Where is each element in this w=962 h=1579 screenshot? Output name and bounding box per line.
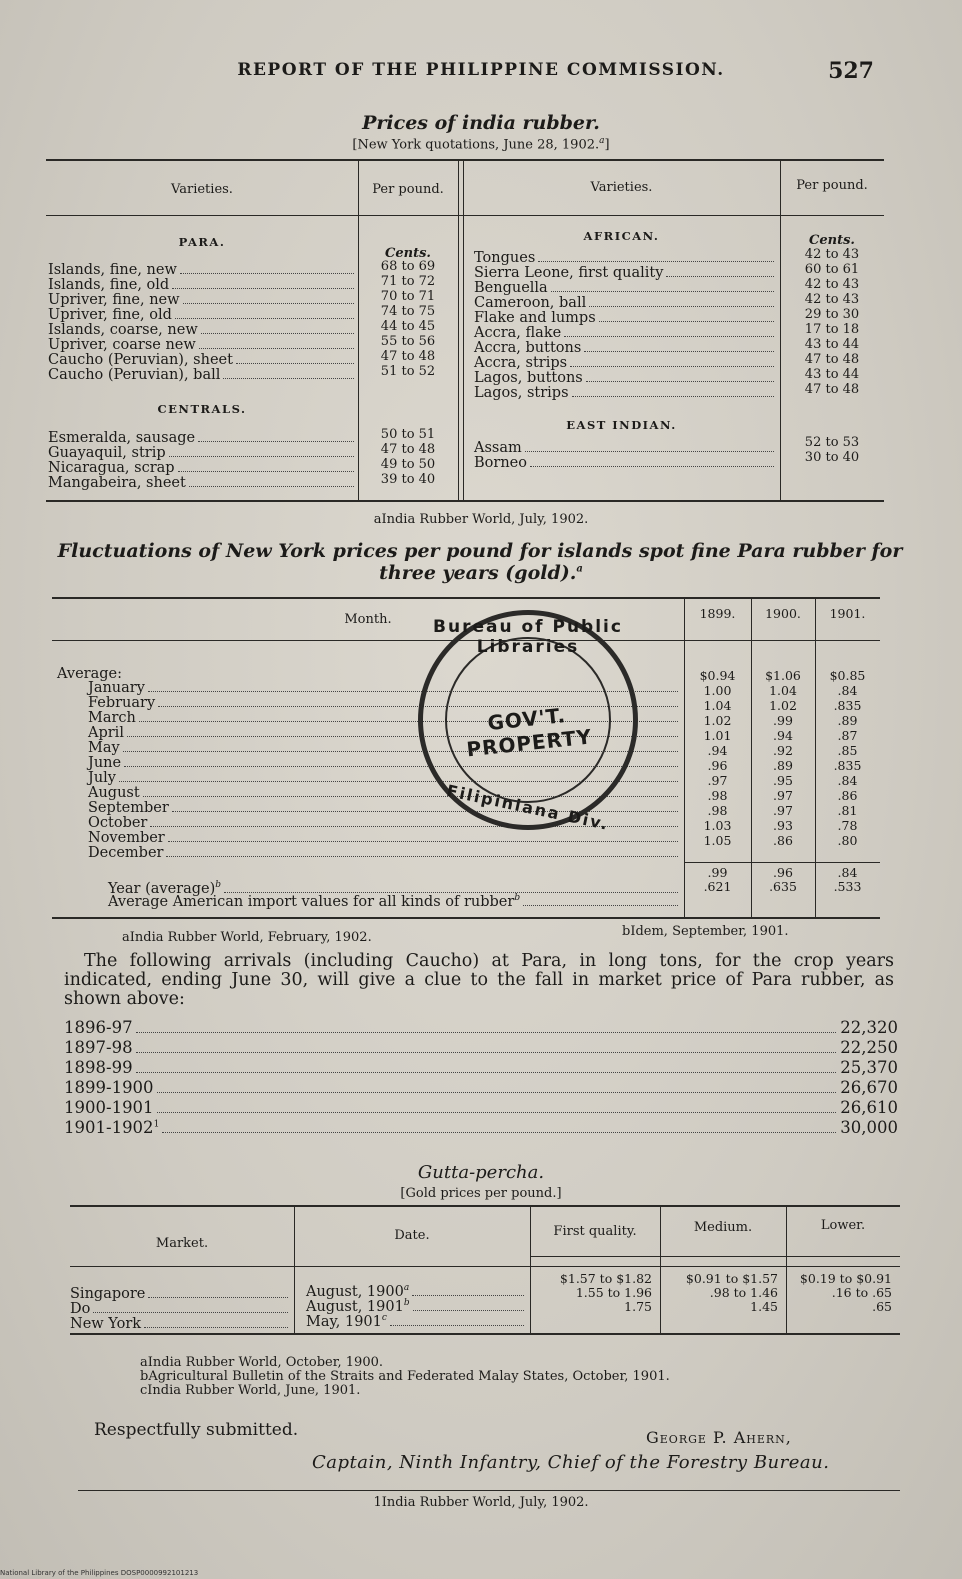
month-row-label: August (88, 785, 140, 801)
para-variety (48, 278, 358, 293)
african-variety (474, 266, 778, 281)
t3-footnote: cIndia Rubber World, June, 1901. (140, 1383, 361, 1398)
arrival-tons: 25,370 (840, 1058, 898, 1077)
para-prices (358, 259, 458, 379)
price-cell: .97 (773, 788, 793, 803)
african-variety-label: Accra, flake (474, 325, 562, 341)
arrival-tons: 22,250 (840, 1038, 898, 1057)
price-cell: .86 (837, 788, 858, 803)
price-cell: .85 (837, 743, 858, 758)
price-cell: 1.04 (769, 683, 797, 698)
import-values-label-text: Average American import values for all kinds of rubber (108, 893, 515, 910)
para-variety (48, 353, 358, 368)
central-variety-label: Esmeralda, sausage (48, 430, 196, 446)
table2-title-line2-text: three years (gold). (379, 562, 577, 584)
t3-market-label: New York (70, 1316, 142, 1332)
african-price: 42 to 43 (804, 277, 860, 292)
arrival-year-text: 1898-99 (64, 1058, 133, 1077)
t3-col-medium: Medium. (693, 1220, 753, 1235)
arrival-year (64, 1038, 133, 1057)
month-row-label: January (88, 680, 145, 696)
import-values-row (108, 893, 682, 910)
arrival-row (64, 1058, 898, 1078)
price-cell: .97 (707, 773, 728, 788)
east-indian-variety (474, 441, 778, 456)
month-values (684, 668, 880, 848)
arrivals-list (64, 1018, 898, 1138)
month-values-row (684, 728, 880, 743)
arrival-row (64, 1018, 898, 1038)
t3-date-note: a (403, 1283, 410, 1293)
centrals-list (48, 431, 358, 491)
month-row-label: October (88, 815, 148, 831)
month-values-row (684, 668, 880, 683)
central-variety-label: Guayaquil, strip (48, 445, 166, 461)
african-price: 42 to 43 (804, 292, 860, 307)
t3-market (70, 1317, 292, 1332)
price-cell: .98 (707, 803, 728, 818)
table1-subtitle (0, 136, 962, 152)
african-variety (474, 341, 778, 356)
african-heading: AFRICAN. (583, 229, 660, 243)
month-row-label: November (88, 830, 165, 846)
arrival-year (64, 1018, 133, 1037)
east-indian-price: 30 to 40 (804, 450, 860, 465)
east-indian-price: 52 to 53 (804, 435, 860, 450)
para-variety-label: Islands, coarse, new (48, 322, 198, 338)
table2-title-line2 (0, 562, 962, 584)
stamp-middle-text: GOV'T. PROPERTY (465, 703, 594, 762)
para-variety-label: Upriver, fine, new (48, 292, 180, 308)
month-row-label: April (88, 725, 124, 741)
african-variety (474, 251, 778, 266)
arrival-row (64, 1078, 898, 1098)
price-cell: .835 (833, 698, 862, 713)
table3-subtitle: [Gold prices per pound.] (400, 1186, 562, 1201)
t3-date-label (306, 1311, 387, 1330)
t3-market (70, 1302, 292, 1317)
library-stamp (418, 610, 638, 835)
t3-footnote: bAgricultural Bulletin of the Straits and Federated Malay States, October, 1901. (140, 1369, 670, 1384)
east-indian-list (474, 441, 778, 471)
t3-col-date: Date. (394, 1228, 430, 1243)
central-variety (48, 431, 358, 446)
central-price: 49 to 50 (380, 457, 436, 472)
east-indian-prices (780, 435, 884, 465)
central-variety (48, 461, 358, 476)
african-list (474, 251, 778, 401)
t3-values (530, 1272, 900, 1314)
african-price: 43 to 44 (804, 337, 860, 352)
unit-right: Cents. (809, 233, 855, 248)
para-price: 71 to 72 (380, 274, 436, 289)
african-variety (474, 386, 778, 401)
central-price: 39 to 40 (380, 472, 436, 487)
african-variety-label: Lagos, strips (474, 385, 569, 401)
price-cell: .98 (707, 788, 728, 803)
central-variety (48, 446, 358, 461)
east-indian-variety-label: Assam (474, 440, 522, 456)
price-cell: .835 (833, 758, 862, 773)
t3-date-text: May, 1901 (306, 1313, 382, 1330)
central-price: 50 to 51 (380, 427, 436, 442)
price-cell: .78 (837, 818, 858, 833)
para-list (48, 263, 358, 383)
price-cell: 1.00 (703, 683, 732, 698)
para-price: 70 to 71 (380, 289, 436, 304)
table3-title: Gutta-percha. (417, 1162, 545, 1183)
centrals-heading: CENTRALS. (157, 402, 247, 416)
t3-col-market: Market. (155, 1236, 209, 1251)
t3-col-first: First quality. (553, 1224, 637, 1239)
t3-price-medium: 1.45 (750, 1299, 778, 1314)
price-cell: 1.01 (703, 728, 732, 743)
price-cell: .94 (707, 743, 728, 758)
t3-price-lower: .65 (872, 1299, 892, 1314)
african-variety-label: Flake and lumps (474, 310, 596, 326)
import-value-cell: .621 (703, 879, 732, 894)
table2-footnote-b: bIdem, September, 1901. (622, 924, 789, 939)
average-values (684, 866, 880, 894)
east-indian-heading: EAST INDIAN. (566, 418, 677, 432)
price-cell: .96 (707, 758, 728, 773)
price-cell: .99 (773, 713, 793, 728)
table1-subtitle-end: ] (604, 137, 610, 153)
import-value-cell-row (684, 880, 880, 894)
page-number: 527 (828, 58, 874, 84)
t3-price-first: 1.75 (624, 1299, 652, 1314)
table1-footnote: aIndia Rubber World, July, 1902. (373, 512, 589, 527)
month-values-row (684, 803, 880, 818)
east-indian-variety (474, 456, 778, 471)
t3-market-list (70, 1287, 292, 1332)
year-header: 1899. (699, 606, 736, 621)
african-variety-label: Accra, buttons (474, 340, 582, 356)
year-average-cell-row (684, 866, 880, 880)
month-values-row (684, 698, 880, 713)
arrival-row (64, 1118, 898, 1138)
import-values-label (108, 893, 520, 910)
signatory-name: George P. Ahern, (646, 1428, 792, 1447)
t3-price-medium: .98 to 1.46 (709, 1285, 778, 1300)
para-variety-label: Islands, fine, new (48, 262, 177, 278)
para-variety-label: Upriver, fine, old (48, 307, 172, 323)
para-variety-label: Caucho (Peruvian), ball (48, 367, 221, 383)
t3-price-first: $1.57 to $1.82 (559, 1271, 652, 1286)
import-value-cell: .533 (833, 879, 862, 894)
central-variety-label: Mangabeira, sheet (48, 475, 186, 491)
para-price: 74 to 75 (380, 304, 436, 319)
t3-values-row (530, 1286, 900, 1300)
arrival-year (64, 1098, 154, 1117)
arrival-year-text: 1900-1901 (64, 1098, 154, 1117)
para-heading: PARA. (178, 235, 226, 249)
table2-footnote-a: aIndia Rubber World, February, 1902. (122, 930, 372, 945)
price-cell: 1.04 (703, 698, 732, 713)
para-price: 68 to 69 (380, 259, 436, 274)
african-variety (474, 326, 778, 341)
arrival-year (64, 1078, 154, 1097)
price-cell: 1.02 (703, 713, 732, 728)
year-average-cell: .96 (773, 865, 793, 880)
month-values-row (684, 683, 880, 698)
african-price: 17 to 18 (804, 322, 860, 337)
african-variety-label: Tongues (474, 250, 536, 266)
t3-price-lower: $0.19 to $0.91 (799, 1271, 892, 1286)
month-row (88, 846, 682, 861)
price-cell: .86 (773, 833, 793, 848)
price-cell: .84 (837, 683, 858, 698)
african-variety (474, 356, 778, 371)
price-cell: $0.94 (699, 668, 736, 683)
month-row (88, 831, 682, 846)
unit-left: Cents. (385, 246, 431, 261)
african-variety-label: Cameroon, ball (474, 295, 587, 311)
para-price: 51 to 52 (380, 364, 436, 379)
para-price: 55 to 56 (380, 334, 436, 349)
african-prices (780, 247, 884, 397)
month-row-label: December (88, 845, 164, 861)
month-row-label: September (88, 800, 169, 816)
import-value-cell: .635 (769, 879, 797, 894)
t3-price-first: 1.55 to 1.96 (575, 1285, 652, 1300)
central-variety (48, 476, 358, 491)
arrival-year-text: 1897-98 (64, 1038, 133, 1057)
arrivals-paragraph: The following arrivals (including Caucho) at Para, in long tons, for the crop years indicated, ending June 30, will give a clue to the fall in market price of Para rubber, as shown above: (64, 951, 894, 1009)
t1-col-perpound-left: Per pound. (372, 182, 444, 197)
price-cell: .95 (773, 773, 793, 788)
month-values-row (684, 743, 880, 758)
month-values-row (684, 833, 880, 848)
month-row-label: May (88, 740, 120, 756)
t3-col-lower: Lower. (820, 1218, 866, 1233)
t1-col-perpound-right: Per pound. (796, 178, 868, 193)
african-variety (474, 311, 778, 326)
african-price: 47 to 48 (804, 382, 860, 397)
price-cell: 1.03 (703, 818, 732, 833)
african-variety (474, 281, 778, 296)
arrival-year (64, 1058, 133, 1077)
price-cell: 1.02 (769, 698, 797, 713)
para-variety-label: Caucho (Peruvian), sheet (48, 352, 233, 368)
price-cell: .80 (837, 833, 858, 848)
arrival-tons: 30,000 (840, 1118, 898, 1137)
price-cell: .89 (837, 713, 858, 728)
african-price: 29 to 30 (804, 307, 860, 322)
african-variety (474, 296, 778, 311)
african-price: 43 to 44 (804, 367, 860, 382)
east-indian-variety-label: Borneo (474, 455, 527, 471)
price-cell: .94 (773, 728, 793, 743)
stamp-top-text: Bureau of Public Libraries (433, 617, 623, 657)
t3-footnote: aIndia Rubber World, October, 1900. (140, 1355, 384, 1370)
import-values-note: b (514, 893, 521, 903)
t1-col-varieties-right: Varieties. (590, 180, 653, 195)
para-variety (48, 368, 358, 383)
t3-price-medium: $0.91 to $1.57 (685, 1271, 778, 1286)
price-cell: .81 (837, 803, 858, 818)
price-cell: .93 (773, 818, 793, 833)
african-variety-label: Lagos, buttons (474, 370, 583, 386)
year-header: 1901. (829, 606, 866, 621)
signatory-title: Captain, Ninth Infantry, Chief of the Forestry Bureau. (312, 1452, 830, 1473)
respectfully-submitted: Respectfully submitted. (94, 1420, 299, 1440)
para-variety (48, 293, 358, 308)
t3-market-label: Do (70, 1301, 91, 1317)
para-variety (48, 323, 358, 338)
price-cell: .92 (773, 743, 793, 758)
month-row-label: March (88, 710, 136, 726)
arrival-tons: 22,320 (840, 1018, 898, 1037)
year-average-cell: .84 (837, 865, 858, 880)
month-values-row (684, 758, 880, 773)
t3-values-row (530, 1272, 900, 1286)
t1-col-varieties-left: Varieties. (171, 182, 233, 197)
arrival-year (64, 1118, 159, 1137)
t3-date-note: b (403, 1298, 410, 1308)
year-average-label-text: Year (average) (108, 880, 216, 897)
price-cell: .84 (837, 773, 858, 788)
month-values-row (684, 788, 880, 803)
price-cell: .87 (837, 728, 858, 743)
table1-subtitle-text: [New York quotations, June 28, 1902. (352, 137, 600, 153)
t3-date-text: August, 1901 (306, 1298, 404, 1315)
t3-date-note: c (381, 1313, 387, 1323)
para-variety-label: Upriver, coarse new (48, 337, 196, 353)
para-price: 47 to 48 (380, 349, 436, 364)
para-price: 44 to 45 (380, 319, 436, 334)
african-price: 60 to 61 (804, 262, 860, 277)
arrival-year-text: 1896-97 (64, 1018, 133, 1037)
arrival-tons: 26,670 (840, 1078, 898, 1097)
year-average-note: b (215, 880, 222, 890)
central-price: 47 to 48 (380, 442, 436, 457)
year-average-cell: .99 (707, 865, 728, 880)
para-variety (48, 308, 358, 323)
t3-values-row (530, 1300, 900, 1314)
t2-year-headers (684, 606, 880, 621)
price-cell: .97 (773, 803, 793, 818)
price-cell: .89 (773, 758, 793, 773)
running-header: REPORT OF THE PHILIPPINE COMMISSION. (237, 60, 725, 80)
t3-market-label: Singapore (70, 1286, 146, 1302)
central-variety-label: Nicaragua, scrap (48, 460, 175, 476)
arrival-note: 1 (153, 1119, 160, 1130)
month-values-row (684, 713, 880, 728)
para-variety (48, 338, 358, 353)
t3-date-text: August, 1900 (306, 1283, 404, 1300)
arrival-row (64, 1098, 898, 1118)
table3-footnotes (140, 1356, 670, 1398)
table1-title: Prices of india rubber. (362, 112, 600, 134)
african-variety-label: Benguella (474, 280, 548, 296)
month-values-row (684, 818, 880, 833)
t3-date (306, 1296, 528, 1315)
closing-footnote: 1India Rubber World, July, 1902. (373, 1495, 589, 1510)
african-variety-label: Sierra Leone, first quality (474, 265, 664, 281)
average-label: Average: (57, 666, 122, 682)
arrival-year-text: 1899-1900 (64, 1078, 154, 1097)
arrival-row (64, 1038, 898, 1058)
t3-date-list (306, 1281, 528, 1330)
african-variety-label: Accra, strips (474, 355, 568, 371)
scan-mark: National Library of the Philippines DOSP0000992101213 (0, 1569, 199, 1577)
african-price: 47 to 48 (804, 352, 860, 367)
para-variety (48, 263, 358, 278)
t2-col-month: Month. (344, 612, 392, 627)
table1-subtitle-note: a (599, 136, 605, 146)
t3-price-lower: .16 to .65 (831, 1285, 892, 1300)
african-variety (474, 371, 778, 386)
year-header: 1900. (765, 606, 801, 621)
t3-date (306, 1311, 528, 1330)
price-cell: 1.05 (703, 833, 732, 848)
t3-date (306, 1281, 528, 1300)
month-row-label: July (88, 770, 116, 786)
arrival-tons: 26,610 (840, 1098, 898, 1117)
month-row-label: June (88, 755, 122, 771)
arrival-year-text: 1901-1902 (64, 1118, 154, 1137)
t3-market (70, 1287, 292, 1302)
month-row-label: February (88, 695, 156, 711)
stamp-bottom-text: Filipiniana Div. (444, 780, 612, 835)
african-price: 42 to 43 (804, 247, 860, 262)
centrals-prices (358, 427, 458, 487)
table2-title-line1: Fluctuations of New York prices per pound for islands spot fine Para rubber for (57, 540, 903, 562)
month-values-row (684, 773, 880, 788)
table2-title-note: a (576, 563, 583, 575)
price-cell: $1.06 (765, 668, 801, 683)
price-cell: $0.85 (829, 668, 866, 683)
para-variety-label: Islands, fine, old (48, 277, 170, 293)
